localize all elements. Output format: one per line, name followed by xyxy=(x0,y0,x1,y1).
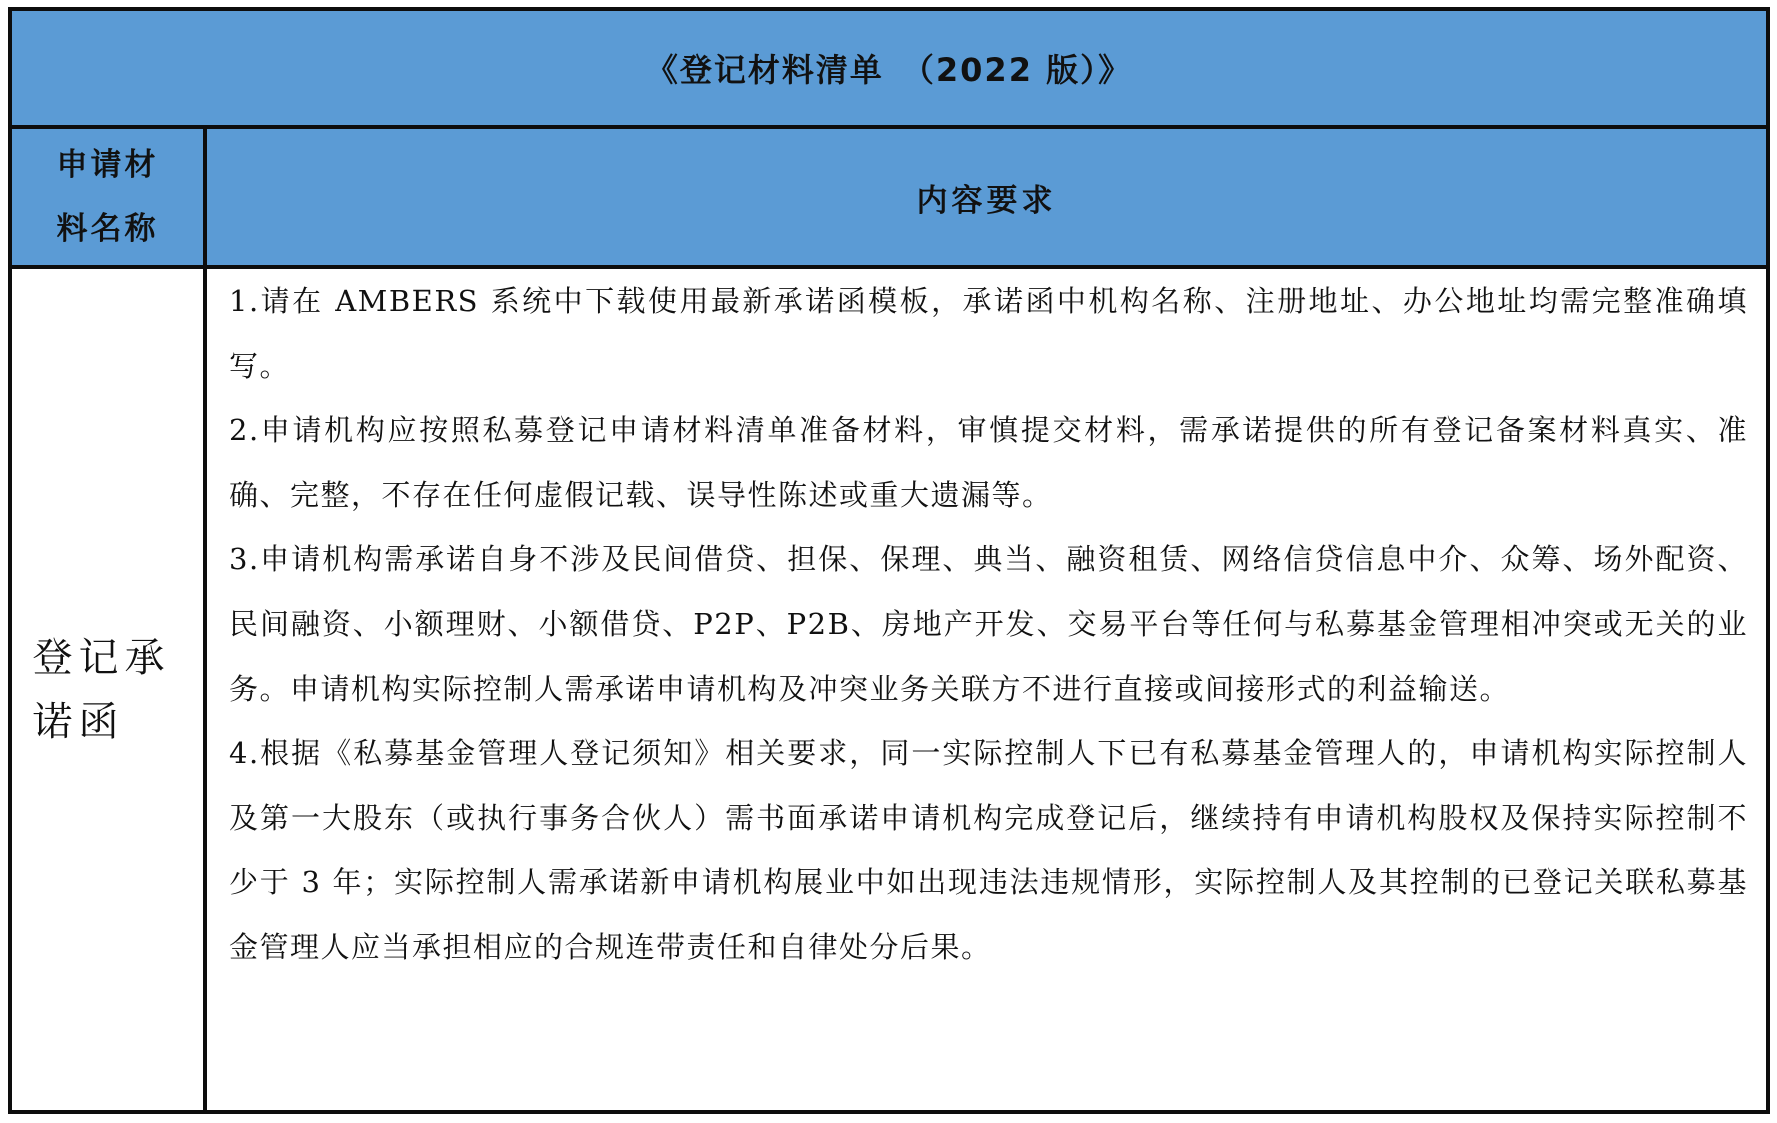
header-cell-requirements xyxy=(207,129,1766,265)
material-name: 登记承诺函 xyxy=(32,635,171,745)
material-name-cell xyxy=(12,269,207,1111)
table-title: 《登记材料清单 （2022 版）》 xyxy=(12,11,1766,129)
requirement-item-2: 2.申请机构应按照私募登记申请材料清单准备材料，审慎提交材料，需承诺提供的所有登记备案材料真实、准确、完整，不存在任何虚假记载、误导性陈述或重大遗漏等。 xyxy=(229,413,1748,512)
requirement-item-4: 4.根据《私募基金管理人登记须知》相关要求，同一实际控制人下已有私募基金管理人的，申请机构实际控制人及第一大股东（或执行事务合伙人）需书面承诺申请机构完成登记后，继续持有申请机构股权及保持实际控制不少于 3 年；实际控制人需承诺新申请机构展业中如出现违法违规情形，实际控制人及其控制的已登记关联私募基金管理人应当承担相应的合规连带责任和自律处分后果。 xyxy=(229,736,1748,964)
requirement-item-3: 3.申请机构需承诺自身不涉及民间借贷、担保、保理、典当、融资租赁、网络信贷信息中介、众筹、场外配资、民间融资、小额理财、小额借贷、P2P、P2B、房地产开发、交易平台等任何与私募基金管理相冲突或无关的业务。申请机构实际控制人需承诺申请机构及冲突业务关联方不进行直接或间接形式的利益输送。 xyxy=(229,542,1748,706)
header-material-name-label: 申请材料名称 xyxy=(56,147,159,247)
materials-table xyxy=(8,7,1770,1114)
requirements-list xyxy=(229,269,1748,980)
table-header-row xyxy=(12,129,1766,269)
requirements-cell xyxy=(207,269,1766,1111)
header-requirements-label: 内容要求 xyxy=(916,182,1057,219)
table-row xyxy=(12,269,1766,1111)
header-cell-material-name xyxy=(12,129,207,265)
requirement-item-1: 1.请在 AMBERS 系统中下载使用最新承诺函模板，承诺函中机构名称、注册地址、办公地址均需完整准确填写。 xyxy=(229,284,1748,383)
